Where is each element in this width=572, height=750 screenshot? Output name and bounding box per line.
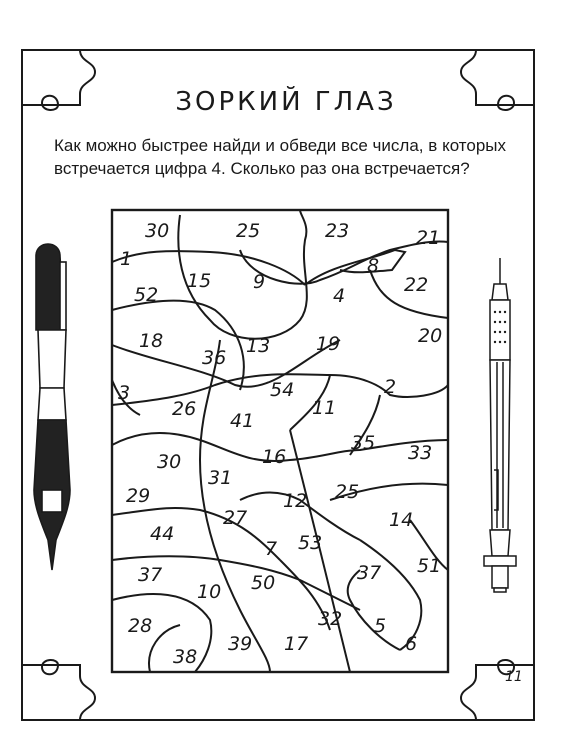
puzzle-number[interactable]: 33 <box>408 442 433 464</box>
puzzle-number[interactable]: 29 <box>126 485 151 507</box>
puzzle-number[interactable]: 7 <box>265 538 278 560</box>
puzzle-box <box>112 210 448 672</box>
puzzle-number[interactable]: 21 <box>416 227 441 249</box>
puzzle-number[interactable]: 14 <box>389 509 414 531</box>
puzzle-number[interactable]: 50 <box>251 572 276 594</box>
puzzle-number[interactable]: 26 <box>172 398 197 420</box>
puzzle-number[interactable]: 38 <box>173 646 198 668</box>
puzzle-number[interactable]: 9 <box>253 271 266 293</box>
puzzle-number[interactable]: 53 <box>298 532 323 554</box>
puzzle-number[interactable]: 16 <box>262 446 287 468</box>
puzzle-number[interactable]: 25 <box>236 220 261 242</box>
puzzle-number[interactable]: 52 <box>134 284 159 306</box>
puzzle-number[interactable]: 19 <box>316 333 341 355</box>
puzzle-number[interactable]: 23 <box>325 220 350 242</box>
puzzle-number[interactable]: 6 <box>405 633 418 655</box>
puzzle-number[interactable]: 39 <box>228 633 253 655</box>
puzzle-number[interactable]: 12 <box>283 490 308 512</box>
puzzle-number[interactable]: 35 <box>351 432 376 454</box>
puzzle-number[interactable]: 28 <box>128 615 153 637</box>
page-title: ЗОРКИЙ ГЛАЗ <box>175 87 397 118</box>
puzzle-number[interactable]: 51 <box>417 555 442 577</box>
puzzle-number[interactable]: 20 <box>418 325 443 347</box>
puzzle-number[interactable]: 54 <box>270 379 295 401</box>
puzzle-number[interactable]: 10 <box>197 581 222 603</box>
puzzle-number[interactable]: 32 <box>318 608 343 630</box>
puzzle-number[interactable]: 3 <box>118 382 131 404</box>
page-number: 11 <box>505 669 523 685</box>
puzzle-number[interactable]: 37 <box>357 562 382 584</box>
puzzle-number[interactable]: 4 <box>333 285 346 307</box>
puzzle-number[interactable]: 2 <box>384 376 397 398</box>
puzzle-number[interactable]: 18 <box>139 330 164 352</box>
puzzle-number[interactable]: 25 <box>335 481 360 503</box>
puzzle-number[interactable]: 31 <box>208 467 233 489</box>
puzzle-number[interactable]: 1 <box>120 248 133 270</box>
puzzle-number[interactable]: 17 <box>284 633 309 655</box>
puzzle-number[interactable]: 22 <box>404 274 429 296</box>
puzzle-number[interactable]: 15 <box>187 270 212 292</box>
puzzle-number[interactable]: 44 <box>150 523 175 545</box>
puzzle-number[interactable]: 30 <box>157 451 182 473</box>
puzzle-number[interactable]: 27 <box>223 507 248 529</box>
task-text: Как можно быстрее найди и обведи все числа, в которых встречается цифра 4. Сколько раз она встречается? <box>54 136 506 178</box>
puzzle-number[interactable]: 37 <box>138 564 163 586</box>
puzzle-number[interactable]: 13 <box>246 335 271 357</box>
puzzle-number[interactable]: 41 <box>230 410 255 432</box>
puzzle-number[interactable]: 11 <box>312 397 337 419</box>
puzzle-number[interactable]: 36 <box>202 347 227 369</box>
puzzle-number[interactable]: 30 <box>145 220 170 242</box>
puzzle-number[interactable]: 5 <box>374 615 387 637</box>
puzzle-number[interactable]: 8 <box>367 255 380 277</box>
